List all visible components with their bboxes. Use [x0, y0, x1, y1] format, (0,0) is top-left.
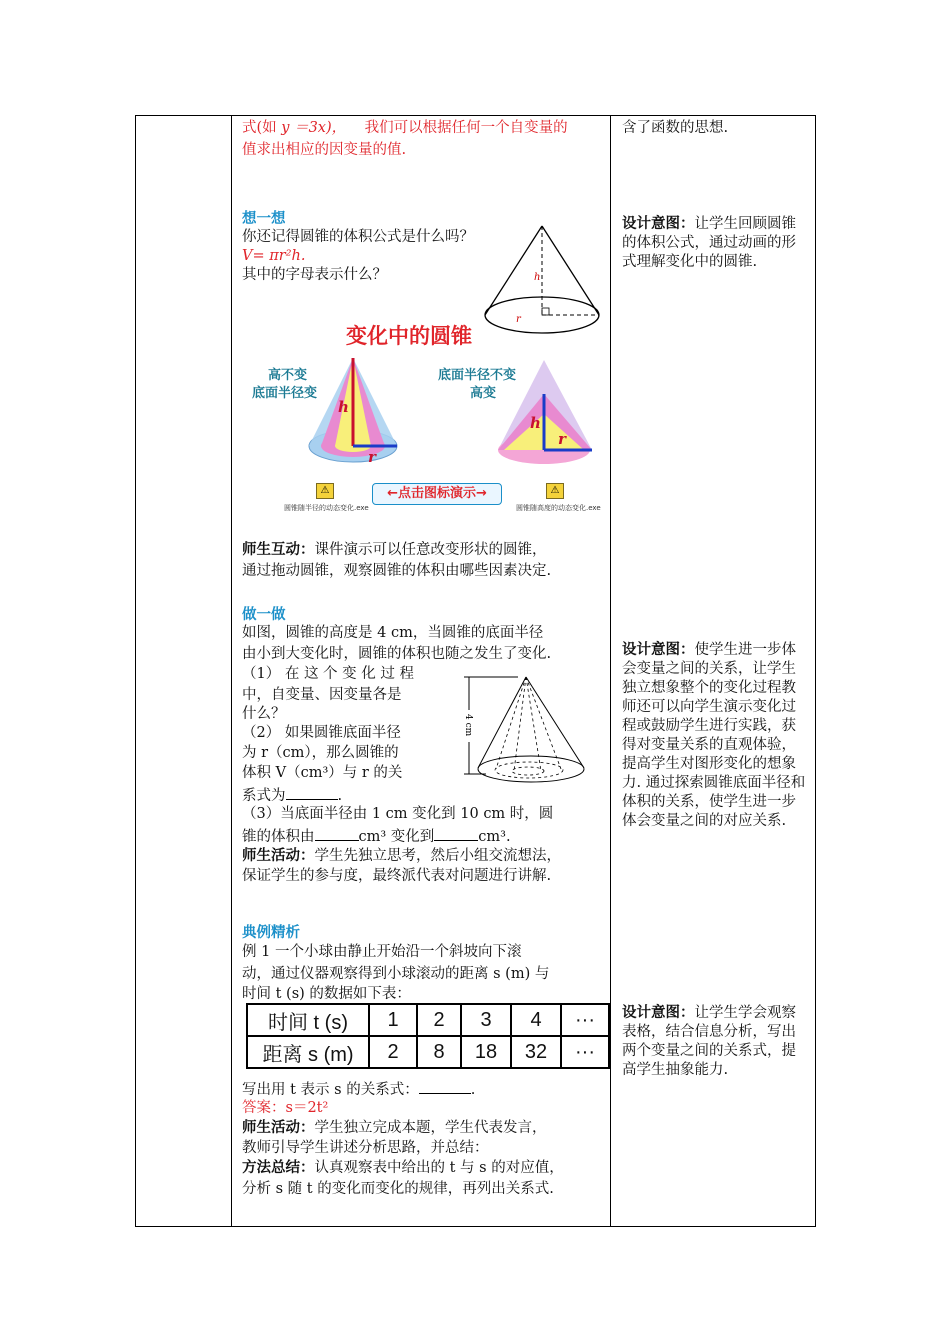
animation-slide — [238, 320, 604, 516]
table-cell: 18 — [461, 1036, 511, 1068]
answer-blank-3[interactable] — [434, 826, 478, 841]
right-warning-icon[interactable]: ⚠ — [546, 483, 564, 499]
cone-h-label: h — [534, 272, 541, 283]
left-caption-1: 高不变 — [268, 368, 308, 383]
right-file-label: 圆锥随高度的动态变化.exe — [516, 504, 601, 512]
answer-blank-1[interactable] — [286, 785, 338, 800]
activity2-line-1: 师生活动：学生独立完成本题，学生代表发言， — [242, 1119, 547, 1136]
question-1-line-2: 中，自变量、因变量各是 — [242, 687, 402, 703]
question-3-line-2: 锥的体积由 cm³ 变化到 cm³. — [242, 826, 511, 846]
question-2-line-4: 系式为 . — [242, 785, 342, 805]
volume-formula: V= πr²h. — [242, 248, 306, 264]
table-border-top — [135, 115, 816, 116]
example-line-3: 时间 t (s) 的数据如下表： — [242, 986, 411, 1002]
question-2-line-2: 为 r（cm），那么圆锥的 — [242, 745, 399, 761]
table-border-right — [815, 115, 816, 1227]
method-line-1: 方法总结：认真观察表中给出的 t 与 s 的对应值， — [242, 1159, 564, 1176]
right-cone-illustration — [496, 358, 600, 470]
table-cell: 3 — [461, 1004, 511, 1036]
interaction-line-2: 通过拖动圆锥，观察圆锥的体积由哪些因素决定. — [242, 563, 552, 579]
row-header: 时间 t (s) — [247, 1004, 369, 1036]
table-row — [247, 1036, 609, 1068]
write-relation-line: 写出用 t 表示 s 的关系式： . — [242, 1079, 475, 1099]
question-1-line-3: 什么？ — [242, 706, 286, 722]
design-intent-1: 设计意图：让学生回顾圆锥的体积公式，通过动画的形式理解变化中的圆锥. — [622, 215, 796, 270]
right-r-label: r — [558, 430, 566, 448]
table-cell: 8 — [417, 1036, 461, 1068]
column-divider-2 — [610, 115, 611, 1227]
design-intent-2: 设计意图：使学生进一步体会变量之间的关系，让学生独立想象整个的变化过程教师还可以向学生演示变化过程或鼓励学生进行实践，获得对变量关系的直观体验，提高学生对图形变化的想象力. 通过探索圆锥底面半径和体积的关系，使学生进一步体会变量之间的对应关系. — [622, 641, 806, 829]
column-divider-1 — [231, 115, 232, 1227]
answer-line: 答案：s＝2t² — [242, 1100, 329, 1116]
do-paragraph-2: 由小到大变化时，圆锥的体积也随之发生了变化. — [242, 646, 552, 662]
data-table — [246, 1003, 610, 1069]
example-line-2: 动，通过仪器观察得到小球滚动的距离 s (m) 与 — [242, 966, 550, 982]
table-border-left — [135, 115, 136, 1227]
table-cell: ··· — [561, 1036, 609, 1068]
height-label: 4 cm — [463, 714, 473, 737]
method-line-2: 分析 s 随 t 的变化而变化的规律，再列出关系式. — [242, 1181, 554, 1197]
left-file-label: 圆锥随半径的动态变化.exe — [284, 504, 369, 512]
question-1-line-1: （1） 在 这 个 变 化 过 程 — [242, 666, 414, 682]
table-cell: 1 — [369, 1004, 417, 1036]
demo-button[interactable]: ←点击图标演示→ — [372, 483, 502, 505]
activity-line-1: 师生活动：学生先独立思考，然后小组交流想法， — [242, 847, 561, 864]
do-paragraph-1: 如图，圆锥的高度是 4 cm，当圆锥的底面半径 — [242, 625, 544, 641]
intro-line-2: 值求出相应的因变量的值. — [242, 142, 407, 158]
right-caption-2: 高变 — [470, 386, 497, 401]
design-intent-3: 设计意图：让学生学会观察表格，结合信息分析，写出两个变量之间的关系式，提高学生抽象能力. — [622, 1004, 796, 1078]
activity2-line-2: 教师引导学生讲述分析思路，并总结： — [242, 1140, 489, 1156]
table-cell: 4 — [511, 1004, 561, 1036]
question-2-line-1: （2） 如果圆锥底面半径 — [242, 725, 401, 741]
right-caption-1: 底面半径不变 — [438, 368, 517, 383]
right-h-label: h — [530, 414, 541, 432]
question-2-line-3: 体积 V（cm³）与 r 的关 — [242, 765, 403, 781]
activity-line-2: 保证学生的参与度，最终派代表对问题进行讲解. — [242, 868, 552, 884]
left-cone-illustration — [308, 356, 408, 468]
example-line-1: 例 1 一个小球由静止开始沿一个斜坡向下滚 — [242, 944, 522, 960]
col3-top-text: 含了函数的思想. — [622, 120, 729, 136]
left-caption-2: 底面半径变 — [252, 386, 318, 401]
left-h-label: h — [338, 398, 349, 416]
example-heading: 典例精析 — [242, 925, 300, 941]
table-cell: 32 — [511, 1036, 561, 1068]
cone-r-label: r — [516, 314, 521, 325]
think-question-1: 你还记得圆锥的体积公式是什么吗？ — [242, 229, 474, 245]
table-cell: 2 — [369, 1036, 417, 1068]
dashed-cone-figure — [456, 672, 606, 787]
do-heading: 做一做 — [242, 607, 286, 623]
answer-blank-4[interactable] — [419, 1079, 471, 1094]
table-row — [247, 1004, 609, 1036]
left-r-label: r — [368, 448, 376, 466]
think-question-2: 其中的字母表示什么？ — [242, 267, 387, 283]
intro-line-1: 式(如 y ＝3x)， 我们可以根据任何一个自变量的 — [242, 120, 568, 136]
table-border-bottom — [135, 1226, 816, 1227]
slide-title: 变化中的圆锥 — [346, 324, 472, 348]
question-3-line-1: （3）当底面半径由 1 cm 变化到 10 cm 时，圆 — [242, 806, 554, 822]
think-heading: 想一想 — [242, 211, 286, 227]
left-warning-icon[interactable]: ⚠ — [316, 483, 334, 499]
interaction-line-1: 师生互动：课件演示可以任意改变形状的圆锥， — [242, 541, 547, 558]
row-header: 距离 s (m) — [247, 1036, 369, 1068]
table-cell: 2 — [417, 1004, 461, 1036]
table-cell: ··· — [561, 1004, 609, 1036]
answer-blank-2[interactable] — [315, 826, 359, 841]
